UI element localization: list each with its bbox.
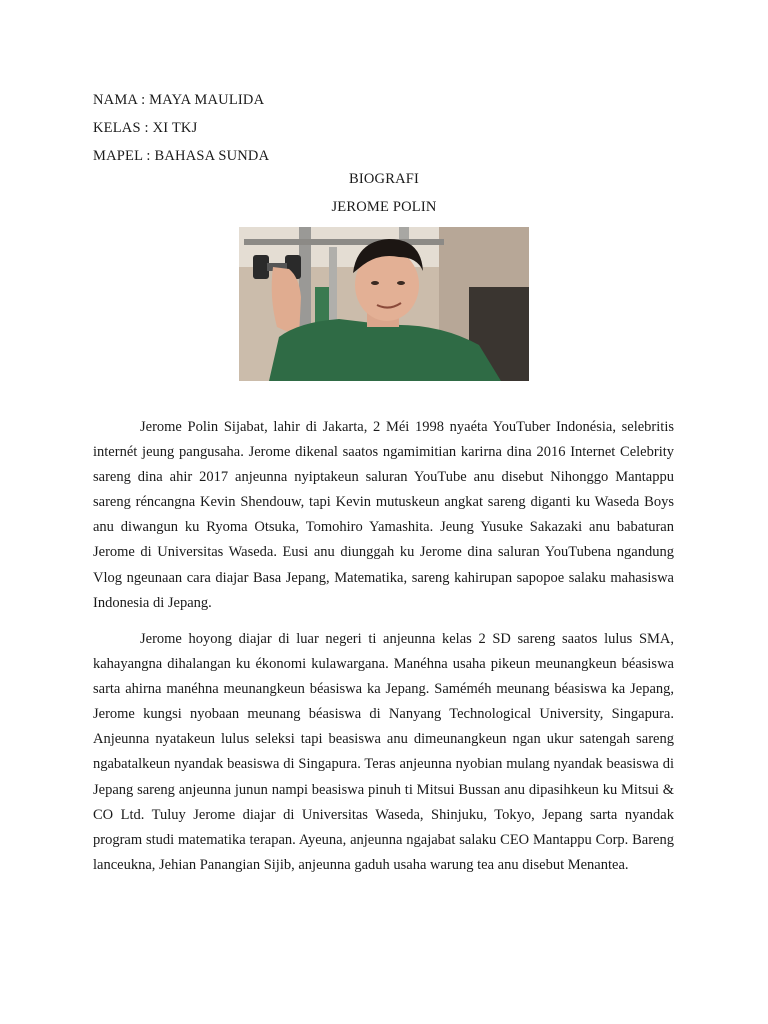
portrait-photo <box>239 227 529 381</box>
paragraph-1 <box>93 415 674 616</box>
document-title: BIOGRAFI <box>348 171 420 187</box>
paragraph-2 <box>93 627 674 878</box>
paragraph-2-text: Jerome hoyong diajar di luar negeri ti anjeunna kelas 2 SD sareng saatos lulus SMA, kahayangna dihalangan ku ékonomi kulawargana. Manéhna usaha pikeun meunangkeun béasiswa sarta ahirna manéhna meunangkeun béasiswa ka Jepang. Saméméh meunang béasiswa ka Jepang, Jerome kungsi nyobaan meunang béasiswa di Nanyang Technological University, Singapura. Anjeunna nyatakeun lulus seleksi tapi beasiswa anu dimeunangkeun ngan ukur satengah sareng ngabatalkeun nyandak beasiswa di Singapura. Teras anjeunna nyobian mulang nyandak beasiswa di Jepang sareng anjeunna junun nampi beasiswa pinuh ti Mitsui Bussan anu dipasihkeun ku Mitsui & CO Ltd. Tuluy Jerome diajar di Universitas Waseda, Shinjuku, Tokyo, Jepang sarta nyandak program studi matematika terapan. Ayeuna, anjeunna ngajabat salaku CEO Mantappu Corp. Bareng lanceukna, Jehian Panangian Sijib, anjeunna gaduh usaha warung tea anu disebut Menantea. <box>93 631 674 873</box>
student-info <box>93 86 269 170</box>
document-subtitle: JEROME POLIN <box>331 199 437 215</box>
subject-name: MAPEL : BAHASA SUNDA <box>93 148 270 164</box>
student-class: KELAS : XI TKJ <box>93 120 198 136</box>
student-name: NAMA : MAYA MAULIDA <box>93 92 265 108</box>
paragraph-1-text: Jerome Polin Sijabat, lahir di Jakarta, 2 Méi 1998 nyaéta YouTuber Indonésia, selebritis internét jeung pangusaha. Jerome dikenal saatos ngamimitian karirna dina 2016 Internet Celebrity sareng dina ahir 2017 anjeunna nyiptakeun saluran YouTube anu disebut Nihonggo Mantappu sareng réncangna Kevin Shendouw, tapi Kevin mutuskeun angkat sareng diganti ku Waseda Boys anu diwangun ku Ryoma Otsuka, Tomohiro Yamashita. Jeung Yusuke Sakazaki anu babaturan Jerome di Universitas Waseda. Eusi anu diunggah ku Jerome dina saluran YouTubena ngandung Vlog ngeunaan cara diajar Basa Jepang, Matematika, sareng kahirupan sapopoe salaku mahasiswa Indonesia di Jepang. <box>93 419 674 611</box>
